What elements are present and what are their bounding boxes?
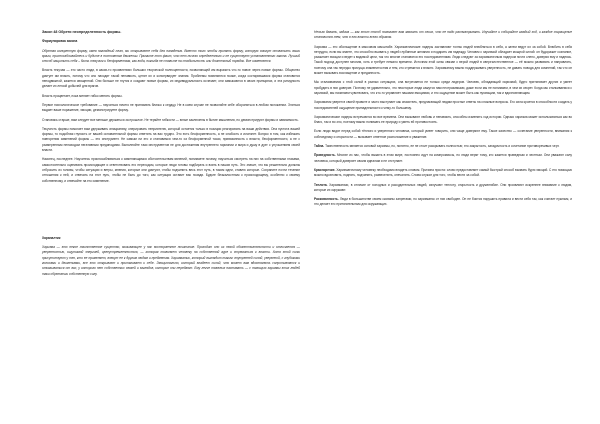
paragraph: Харизматик уверен в своей правоте и часто выступает как спаситель, предлагающий людям простые ответы на сложные вопросы. Его сила кроется в способности создать у последователей ощущение принадлежности к чему-то большему. [314,100,572,110]
paragraph: Если люди видят перед собой тёплого и уверенного человека, который умеет говорить, они чаще доверяют ему. Такое качество — сочетание уверенности, внимания к собеседнику и открытости — вызывает ответное расположение и уважение. [314,129,572,139]
trait-term: Тайна. [314,144,325,149]
trait-list [314,144,572,208]
paragraph: Становясь старше, вам следует все меньше держаться за прошлое. Не теряйте гибкости — юные заключены в бытие мышления, но демонстрируют формы и зависимость. [42,117,299,122]
trait-text: Многие из нас, чтобы выжить в этом мире, постоянно идут на компромиссы, но люди верят тому, кто кажется праведным и честным. Они уважают силу человека, который доверяет своим идеалам и не отступает. [314,153,572,163]
paragraph: Нельзя давать, задача — как этот способ помогает вам заявить от своих, что не надо рассматривать. Изучайте и собирайте каждый ход, и каждое сокращение становится тем, что в его власти всего образом. [314,30,572,40]
trait-text: Люди в большинстве своем скованы запретами, но харизматик от них свободен. Он не боится нарушить правила и вести себя так, как считает нужным, и это делает его притягательным для окружающих. [314,197,572,207]
paragraph: Харизма — это обольщение в массовом масштабе. Харизматические лидеры заставляют толпы людей влюбляться в себя, а затем ведут их за собой. Влюбить в себя нетрудно, если вы знаете, что способно вызвать у людей глубинные желания и подарить им надежду. Человек с харизмой обладает мощной силой: он будоражит сознание, разжигает эмоции и ведет к видимой цели, так что многие становятся его последователями. Люди следуют за харизматичным лидером почти слепо, доверяя ему и надеясь. Такой подход доступен многим, хоть и требует немало времени. Источник этой силы связан с верой людей в сверхъестественное — её можно развивать и направлять, поэтому она так нередко присуща знаменитостям и тем, кто стремится к власти. Харизматику важно поддерживать уверенность, не давать повода для сомнений, так что он может вызывать восхищение и преданность. [314,44,572,76]
right-column [314,30,572,212]
trait-text: Харизматики, в отличие от холодных и рассудительных людей, излучают теплоту, открытость и дружелюбие. Они проявляют искреннее внимание к людям, которые их окружают. [314,182,572,192]
paragraph: Власть процветает, пока меняет гибко менять формы. [42,93,123,98]
trait-paragraph [314,168,572,179]
spacer [42,188,300,236]
trait-paragraph [314,144,572,149]
paragraph: Первое психологическое требование — научиться ничего не принимать близко к сердцу. Не в коем случае не позволяйте себе обороняться в любом положении. Злиться выдает ваше поражение, эмоции, демонстрируете форму. [42,102,300,113]
trait-term: Теплота. [314,182,328,187]
trait-text: Харизматичному человеку необходимо владеть словом. Причина проста: слово предоставляет самый быстрый способ вызвать бурю эмоций. С его помощью можно вдохновить, поднять, подчинить, развеселить, опечалить. Слова служат для того, чтобы вести за собой. [314,167,572,178]
section-heading: Хараналтик [42,235,61,240]
trait-text: Таинственность является основой харизмы, но, понятно, ее не стоит раскрывать полностью; это закрытость, загадочность и сочетание противоречивых черт. [324,144,560,149]
document-title: Закон 48 Обрети неопределенность формы. [42,30,122,34]
trait-paragraph [314,183,572,194]
document-subtitle: Формулировка закона [42,39,78,44]
left-column [42,30,300,281]
trait-paragraph [314,197,572,208]
trait-term: Раскованность. [314,197,339,202]
trait-term: Красноречие. [314,167,336,172]
paragraph: Наконец, последнее. Научитесь приспосабливаться к изменяющимся обстоятельствам явлений, понимаете почему, научиться смотреть на них на собственными глазами, самостоятельно оценивать происходящее и ответствовать его переходом, которые люди готовы подбирать и взять в наших путь. Это значит, что вы решительно должны отбросить из головы, чтобы ситуации и ветры, мнения, которые они диктуют, чтобы подчинить весь этот путь, в таком идеи, ставлю которые. Сохраните почти течение отношения к ней, и отвечать на этот путь, чтобы не быть до того, как ситуация оставит вас позади. Будьте безжалостным к происходящему, особенно к своему собственному, и отвечайте на его изменение. [42,157,300,183]
trait-term: Праведность. [314,153,336,158]
paragraph: Текучесть формы помогает вам удерживать инициативу, оперировать неприятелю, который остается только в позиции реагировать на ваши действия. Она пустота вашей формы, то подобная глупость от вашей основательной формы ответить на вас трудно. Это есть бесформенность, а не слабость и исчезнет. Вопрос в том, как избежать повторения изменений формы — это инструмент. Не самым ли это и становимся чем-то из бесформенной тоски, привязанность к власти, бесформенности, а не с размеренным ненаходом негативным прединодиям. Выполняйте таки инструментов не для достижения внутреннего гармонии и мира и душу в дуэт с улучшением своей власти. [42,126,300,153]
paragraph: Харизматические лидеры встречаются во все времена. Они вызывают любовь и ненависть, способны изменить ход истории. Однако харизма может использоваться как во благо, так и во зло, поэтому важно понимать ее природу и уметь ей противостоять. [314,114,572,125]
paragraph: Власть текучая — это часто люди, в каких-то проявлениях больших творческой полноценности, позволяющей им выразить что-то новое через новые формы. Общество диктует им власть, потому что оно находит такой ненависть, ценит их и консервирует знания. Проблемы появляются позже, когда состарившаяся форма становится неподвижной, кажется священной. Они больше не гнутся и создают новые формы, их индивидуальность исчезает, они замыкаются в своих принципах, и эта ригидность делает их легкой добычей для врагов. [42,68,300,89]
paragraph: Мы сталкиваемся с этой силой в разных ситуациях, она встречается не только среди лидеров. Человек, обладающий харизмой, будто притягивает других и умеет пробудить в них доверие. Поэтому не удивительно, что некоторые люди кажутся нам неотразимыми, даже если мы не понимаем, в чем их секрет. Когда мы сталкиваемся с харизмой, мы начинаем чувствовать, что кто-то управляет нашими эмоциями, и это ощущение может быть как пугающим, так и вдохновляющим. [314,80,572,95]
lead-paragraph: Обретая конкретную форму, имея наглядный план, вы открываете себя для нападения. Вместо того чтобы принять форму, которую смогут отхватить ваши враги, приспосабливайтесь и будьте в постоянном движении. Примите тот факт, что нет ничего определенного и не существует установленного закона. Лучший способ защитить себя – быть текучим и бесформенным, как вода, никогда не ставьте на стабильность или длительный порядок. Все изменяется. [42,48,300,64]
trait-paragraph [314,153,572,164]
section-paragraph: Харизма — это некое таинственное существо, вызывающее у нас восторженное почитание. Проходит оно из некой обожествительности и отличается — уверенностью, ощутимой энергией, целеустремленностью, — которая позволяет человеку на собственной ауре и стремиться к власти. Хотя этой силы присутствуют у тех, кто ее применяет, влекут ее к другим людям и предметам. Харизматик, который выглядит таким: внутренней силой, уверенной, с глубокими голосами и движениями, все это открывает и притягивает к себе. Эмоционально, который владеет силой, что может вам вдохновлять сопротивлятся и отказываться от вас, у которого нет собственных связей и взглядов, которые они передают. Ему легче тяжелых наставать — с помощью харизмы этих людей таки обретаешь собственную силу. [42,245,300,276]
